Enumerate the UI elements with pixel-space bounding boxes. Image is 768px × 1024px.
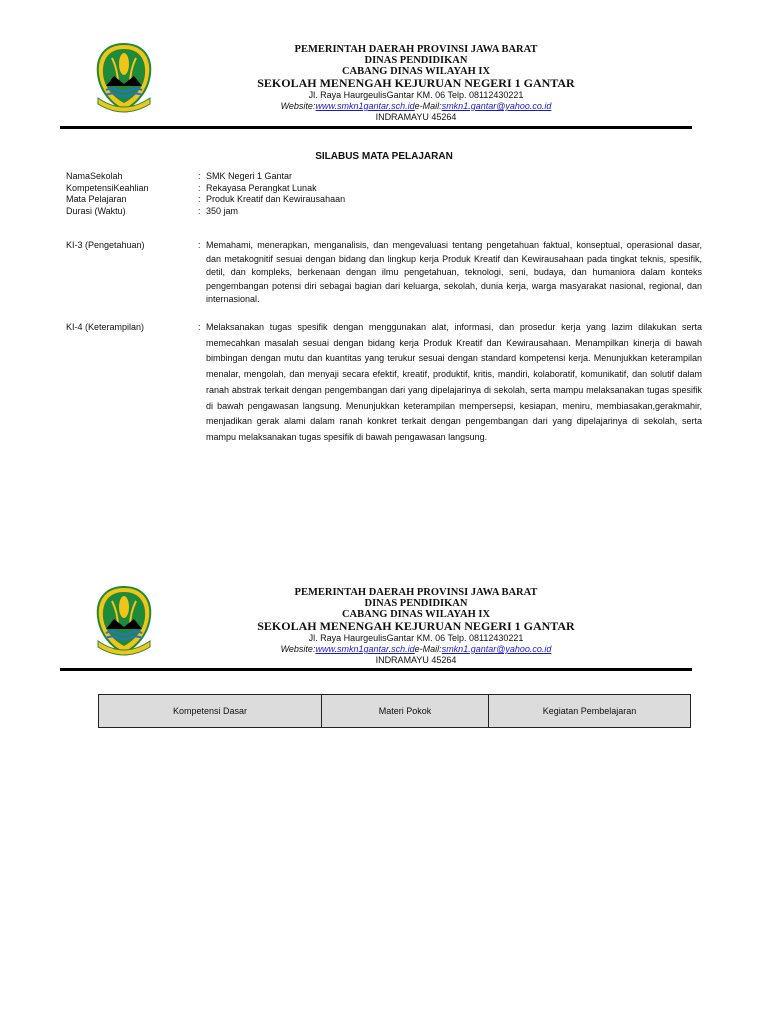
colon: : [198, 171, 201, 181]
school-name: SEKOLAH MENENGAH KEJURUAN NEGERI 1 GANTAR [257, 619, 575, 633]
contact-line [140, 644, 692, 655]
school-name: SEKOLAH MENENGAH KEJURUAN NEGERI 1 GANTAR [257, 76, 575, 90]
info-value: 350 jam [206, 205, 239, 216]
colon: : [198, 194, 201, 204]
info-row [66, 194, 345, 206]
info-row [66, 171, 345, 183]
column-header-materi-pokok: Materi Pokok [322, 695, 489, 728]
website-label: Website: [280, 644, 316, 654]
city: INDRAMAYU 45264 [375, 655, 457, 665]
table-header-row [99, 695, 691, 728]
info-label: Mata Pelajaran [66, 194, 127, 204]
website-link[interactable]: www.smkn1gantar.sch.id [315, 101, 415, 111]
info-row [66, 183, 345, 195]
colon: : [198, 240, 201, 250]
info-value: SMK Negeri 1 Gantar [206, 171, 293, 181]
contact-line [140, 101, 692, 112]
column-header-kompetensi-dasar: Kompetensi Dasar [99, 695, 322, 728]
info-label: KompetensiKeahlian [66, 182, 149, 193]
ki3-text: Memahami, menerapkan, menganalisis, dan mengevaluasi tentang pengetahuan faktual, konseptual, operasional dasar, dan metakognitif sesuai dengan bidang dan lingkup kerja Produk Kreatif dan Kewirausahaan pada tingkat teknis, spesifik, detil, dan kompleks, berkenaan dengan ilmu pengetahuan, teknologi, seni, budaya, dan humaniora dalam konteks pengembangan potensi diri sebagai bagian dari keluarga, sekolah, dunia kerja, warga masyarakat nasional, regional, dan internasional. [206, 240, 702, 305]
ki3-section [66, 239, 702, 307]
syllabus-table-header [98, 694, 691, 728]
header-divider [60, 668, 692, 671]
letterhead [60, 42, 692, 132]
ki4-label: KI-4 (Keterampilan) [66, 322, 145, 332]
info-value: Produk Kreatif dan Kewirausahaan [206, 194, 346, 204]
header-line2: DINAS PENDIDIKAN [364, 55, 468, 66]
subject-info [66, 171, 345, 217]
city: INDRAMAYU 45264 [375, 112, 457, 122]
header-line1: PEMERINTAH DAERAH PROVINSI JAWA BARAT [294, 587, 538, 598]
letterhead [60, 585, 692, 675]
info-label: NamaSekolah [66, 171, 123, 181]
header-line1: PEMERINTAH DAERAH PROVINSI JAWA BARAT [294, 44, 538, 55]
document-title: SILABUS MATA PELAJARAN [315, 151, 453, 162]
colon: : [198, 182, 201, 193]
colon: : [198, 322, 201, 332]
email-link[interactable]: smkn1.gantar@yahoo.co.id [441, 101, 552, 111]
website-label: Website: [280, 101, 316, 111]
address: Jl. Raya HaurgeulisGantar KM. 06 Telp. 08112430221 [308, 90, 524, 100]
email-label: e-Mail: [414, 101, 442, 111]
info-value: Rekayasa Perangkat Lunak [206, 182, 317, 193]
header-line2: DINAS PENDIDIKAN [364, 598, 468, 609]
column-header-kegiatan-pembelajaran: Kegiatan Pembelajaran [489, 695, 691, 728]
email-label: e-Mail: [414, 644, 442, 654]
info-row [66, 206, 345, 218]
email-link[interactable]: smkn1.gantar@yahoo.co.id [441, 644, 552, 654]
address: Jl. Raya HaurgeulisGantar KM. 06 Telp. 08112430221 [308, 633, 524, 643]
ki4-section [66, 320, 702, 446]
ki3-label: KI-3 (Pengetahuan) [66, 240, 145, 250]
website-link[interactable]: www.smkn1gantar.sch.id [315, 644, 415, 654]
colon: : [198, 205, 201, 216]
info-label: Durasi (Waktu) [66, 205, 126, 216]
header-line3: CABANG DINAS WILAYAH IX [341, 66, 491, 77]
ki4-text: Melaksanakan tugas spesifik dengan menggunakan alat, informasi, dan prosedur kerja yang lazim dilakukan serta memecahkan masalah sesuai dengan bidang kerja Produk Kreatif dan Kewirausahaan. Menampilkan kinerja di bawah bimbingan dengan mutu dan kuantitas yang terukur sesuai dengan standard kompetensi kerja. Menunjukkan keterampilan menalar, mengolah, dan menyaji secara efektif, kreatif, produktif, kritis, mandiri, kolaboratif, komunikatif, dan solutif dalam ranah abstrak terkait dengan pengembangan dari yang dipelajarinya di sekolah, serta mampu melaksanakan tugas spesifik di bawah pengawasan langsung. Menunjukkan keterampilan mempersepsi, kesiapan, meniru, membiasakan,gerakmahir, menjadikan gerak alami dalam ranah konkret terkait dengan pengembangan dari yang dipelajarinya di sekolah, serta mampu melaksanakan tugas spesifik di bawah pengawasan langsung. [206, 322, 702, 442]
header-line3: CABANG DINAS WILAYAH IX [341, 609, 491, 620]
header-divider [60, 126, 692, 129]
